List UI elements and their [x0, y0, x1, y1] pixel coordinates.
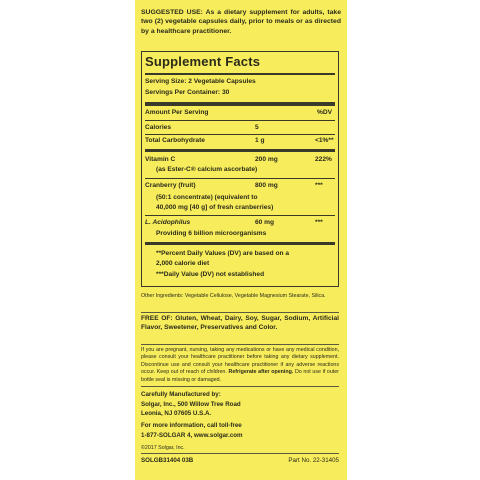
supplement-label — [135, 0, 347, 480]
nutrient-subtext: (as Ester-C® calcium ascorbate) — [156, 166, 258, 173]
nutrient-row — [145, 124, 335, 131]
nutrient-row — [145, 156, 335, 163]
nutrient-subtext: (50:1 concentrate) (equivalent to — [156, 194, 258, 201]
warning-text — [141, 347, 339, 384]
facts-thick-rule — [145, 149, 335, 152]
nutrient-amount: 5 — [255, 124, 259, 131]
manufacturer-line: Leonia, NJ 07605 U.S.A. — [141, 410, 212, 417]
nutrient-amount: 1 g — [255, 137, 265, 144]
serving-size: Serving Size: 2 Vegetable Capsules — [145, 78, 256, 85]
copyright: ©2017 Solgar, Inc. — [141, 445, 185, 451]
header-dv: %DV — [317, 109, 333, 116]
nutrient-row — [145, 182, 335, 189]
facts-rule — [145, 215, 335, 216]
facts-rule — [145, 134, 335, 135]
nutrient-row — [145, 219, 335, 226]
nutrient-name: Vitamin C — [145, 156, 176, 163]
nutrient-row — [145, 137, 335, 144]
nutrient-dv: *** — [315, 182, 323, 189]
header-amount: Amount Per Serving — [145, 109, 209, 116]
divider — [141, 344, 339, 345]
manufacturer-block — [141, 390, 339, 419]
servings-per-container: Servings Per Container: 30 — [145, 89, 230, 96]
other-ingredients: Other Ingredients: Vegetable Cellulose, Vegetable Magnesium Stearate, Silica. — [141, 293, 326, 299]
suggested-use: SUGGESTED USE: As a dietary supplement for adults, take two (2) vegetable capsules daily, prior to meals or as directed by a healthcare practitioner. — [141, 9, 341, 35]
manufacturer-line: Carefully Manufactured by: — [141, 391, 221, 398]
contact-line: For more information, call toll-free — [141, 422, 242, 429]
nutrient-amount: 800 mg — [255, 182, 278, 189]
facts-title: Supplement Facts — [145, 54, 261, 69]
warning-main: If you are pregnant, nursing, taking any medications or have any medical condition, please consult your healthcare practitioner before taking any dietary supplement. Discontinue use and consult your healthcare practitioner if any adverse reactions occur. Keep out of reach of children. — [141, 347, 339, 376]
seal-note: Do not use if outer bottle seal is missing or damaged. — [141, 369, 339, 383]
nutrient-dv: 222% — [315, 156, 332, 163]
footnote: 2,000 calorie diet — [156, 260, 210, 267]
nutrient-name: Cranberry (fruit) — [145, 182, 196, 189]
nutrient-subtext: 40,000 mg [40 g] of fresh cranberries) — [156, 204, 274, 211]
footnote: **Percent Daily Values (DV) are based on a — [156, 250, 290, 257]
nutrient-amount: 60 mg — [255, 219, 275, 226]
facts-thick-rule — [145, 102, 335, 106]
divider — [141, 386, 339, 387]
manufacturer-line: Solgar, Inc., 500 Willow Tree Road — [141, 400, 241, 408]
facts-rule — [145, 73, 335, 75]
header-row — [145, 109, 335, 116]
contact-block — [141, 421, 339, 440]
facts-rule — [145, 120, 335, 121]
part-number: Part No. 22-31405 — [288, 457, 339, 464]
footnote: ***Daily Value (DV) not established — [156, 271, 265, 278]
nutrient-name: Total Carbohydrate — [145, 137, 205, 144]
nutrient-dv: *** — [315, 219, 323, 226]
contact-line: 1-877-SOLGAR 4, www.solgar.com — [141, 431, 243, 439]
supplement-facts-panel — [141, 51, 339, 287]
nutrient-amount: 200 mg — [255, 156, 278, 163]
nutrient-name: L. Acidophilus — [145, 219, 191, 226]
divider — [141, 453, 339, 454]
divider — [141, 312, 339, 313]
nutrient-name: Calories — [145, 124, 172, 131]
product-code: SOLGB31404 03B — [141, 457, 194, 464]
nutrient-dv: <1%** — [315, 137, 334, 144]
free-of: FREE OF: Gluten, Wheat, Dairy, Soy, Sugar, Sodium, Artificial Flavor, Sweetener, Preservatives and Color. — [141, 315, 339, 331]
nutrient-subtext: Providing 6 billion microorganisms — [156, 230, 267, 237]
facts-rule — [145, 178, 335, 179]
refrigerate-note: Refrigerate after opening. — [228, 369, 294, 376]
facts-thick-rule — [145, 242, 335, 245]
